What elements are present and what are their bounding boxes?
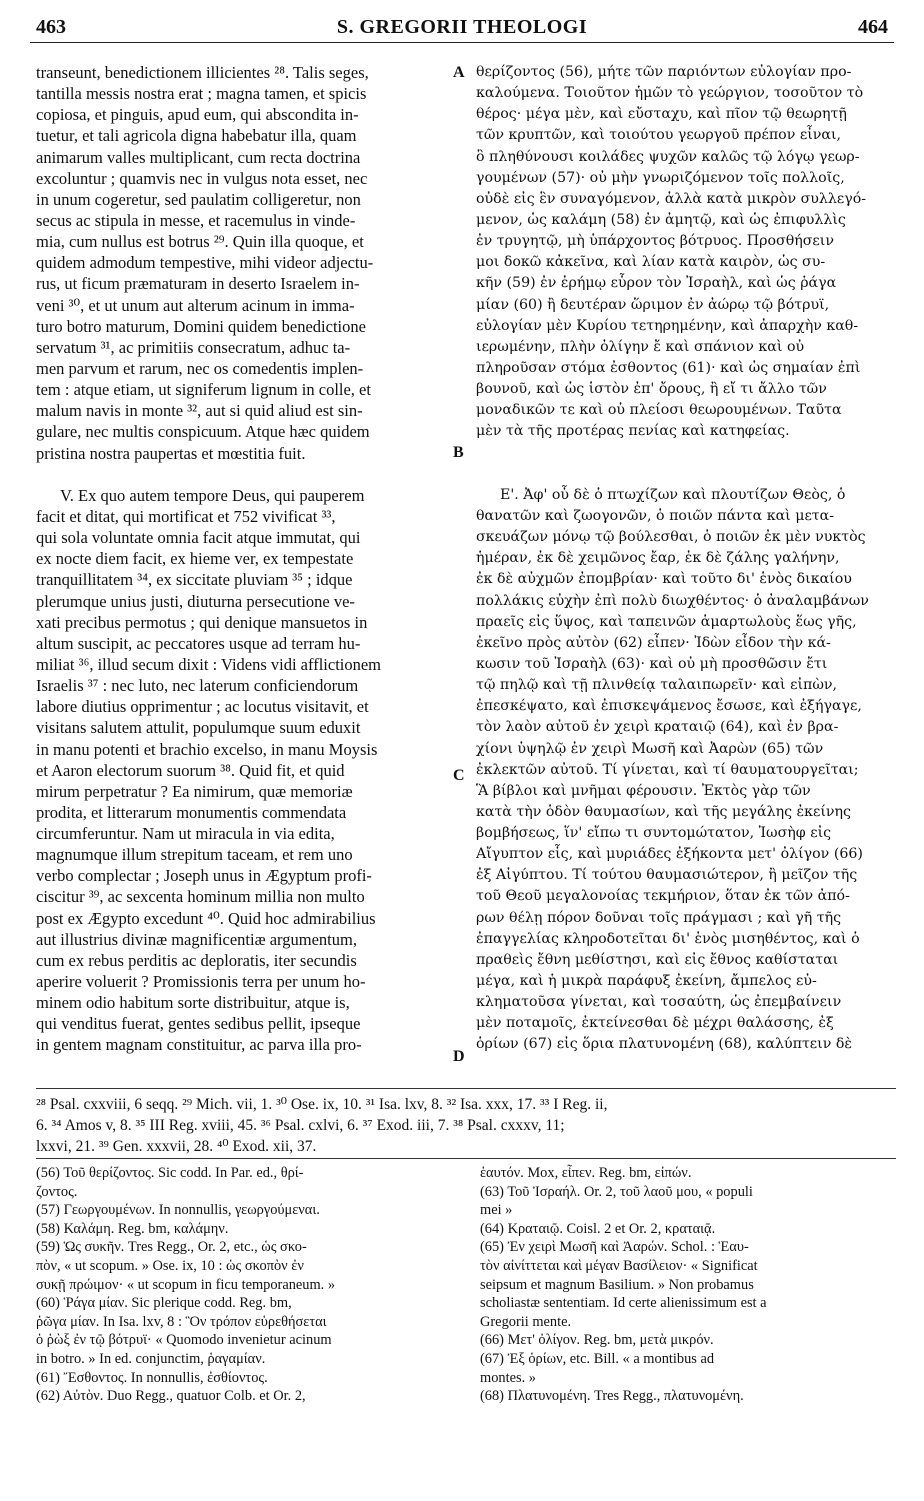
latin-text-line: transeunt, benedictionem illicientes ²⁸. Talis seges, bbox=[36, 63, 369, 82]
latin-text-line: secus ac stipula in messe, et racemulus in vinde- bbox=[36, 210, 356, 230]
critical-note-line: seipsum et magnum Basilium. » Non probamus bbox=[480, 1276, 754, 1293]
greek-text-line: ιερωμένην, πλὴν ὀλίγην ἔ καὶ σπάνιον καὶ οὐ bbox=[476, 338, 805, 355]
critical-note-line: mei » bbox=[480, 1202, 513, 1219]
latin-text-line: malum navis in monte ³², aut si quid aliud est sin- bbox=[36, 401, 363, 421]
latin-text-line: prodita, et litterarum monumentis commendata bbox=[36, 802, 347, 822]
latin-text-line: miliat ³⁶, illud secum dixit : Videns vidi afflictionem bbox=[36, 654, 382, 674]
greek-text-line: ἐκεῖνο πρὸς αὐτὸν (62) εἶπεν· Ἰδὼν εἶδον τὴν κά- bbox=[476, 634, 831, 651]
running-header bbox=[30, 10, 894, 43]
greek-text-line: ὁρίων (67) εἰς ὅρια πλατυνομένη (68), καλύπτειν δὲ bbox=[476, 1036, 853, 1053]
latin-text-line: tuetur, et tali agricola digna habebatur illa, quam bbox=[36, 126, 357, 146]
greek-text-line: Ἃ βίβλοι καὶ μνῆμαι φέρουσιν. Ἐκτὸς γὰρ τῶν bbox=[476, 782, 811, 799]
latin-text-line: circumferuntur. Nam ut miracula in via edita, bbox=[36, 824, 335, 844]
greek-text-line: ἐκλεκτῶν αὐτοῦ. Τί γίνεται, καὶ τί θαυματουργεῖται; bbox=[476, 761, 859, 778]
latin-text-line: mia, cum nullus est botrus ²⁹. Quin illa quoque, et bbox=[36, 232, 364, 252]
latin-text-line: gulare, nec multis conspicuum. Atque hæc quidem bbox=[36, 422, 370, 442]
greek-text-line: εὐλογίαν μὲν Κυρίου τετηρημένην, καὶ ἀπαρχὴν καθ- bbox=[476, 317, 859, 334]
latin-text-line: verbo complectar ; Joseph unus in Ægyptum profi- bbox=[36, 866, 372, 886]
critical-note-line: (61) Ἔσθοντος. In nonnullis, ἐσθίοντος. bbox=[36, 1369, 268, 1386]
greek-text-line: θανατῶν καὶ ζωογονῶν, ὁ ποιῶν πάντα καὶ μετα- bbox=[476, 507, 835, 524]
latin-text-line: labore diutius opprimentur ; ac locutus visitavit, et bbox=[36, 697, 369, 717]
critical-notes-right bbox=[480, 1164, 894, 1406]
latin-text-line: excoluntur ; quamvis nec in vulgus nota esset, nec bbox=[36, 168, 368, 188]
greek-text-line: κωσιν τοῦ Ἰσραὴλ (63)· καὶ οὐ μὴ προσθῶσιν ἔτι bbox=[476, 655, 828, 672]
latin-text-line: facit et ditat, qui mortificat et 752 vivificat ³³, bbox=[36, 506, 336, 526]
greek-text-line: χίονι ὑψηλῷ ἐν χειρὶ Μωσῆ καὶ Ἀαρὼν (65) τῶν bbox=[476, 740, 824, 757]
latin-text-line: in unum cogeretur, sed paulatim colligeretur, non bbox=[36, 189, 361, 209]
latin-text-line: pristina nostra paupertas et mœstitia fuit. bbox=[36, 443, 306, 463]
greek-text-line: πραεῖς εἰς ὕψος, καὶ ταπεινῶν ἁμαρτωλοὺς ἕως γῆς, bbox=[476, 613, 857, 630]
greek-text-line: πολλάκις εὐχὴν ἐπὶ πολὺ διωχθέντος· ὁ ἀναλαμβάνων bbox=[476, 592, 869, 609]
greek-text-line: τοῦ Θεοῦ μεγαλονοίας τεκμήριον, ὅταν ἐκ τῶν ἀπό- bbox=[476, 888, 850, 905]
critical-note-line: (65) Ἐν χειρὶ Μωσῆ καὶ Ἀαρών. Schol. : Ἑαυ- bbox=[480, 1239, 749, 1256]
section-marker-d: D bbox=[453, 1048, 465, 1065]
critical-note-line: montes. » bbox=[480, 1369, 536, 1386]
page-number-right: 464 bbox=[858, 16, 888, 38]
latin-text-line: aut illustrius divinæ magnificentiæ argumentum, bbox=[36, 929, 357, 949]
latin-text-line: tem : atque etiam, ut signiferum lignum in colle, et bbox=[36, 380, 371, 400]
latin-text-line: men parvum et rarum, nec os comedentis implen- bbox=[36, 358, 364, 378]
latin-text-line: V. Ex quo autem tempore Deus, qui pauperem bbox=[60, 485, 365, 505]
critical-note-line: scholiastæ sententiam. Id certe alienissimum est a bbox=[480, 1295, 767, 1312]
greek-text-line: θερίζοντος (56), μήτε τῶν παριόντων εὐλογίαν προ- bbox=[476, 64, 852, 80]
latin-text-line: plerumque unius justi, diuturna persecutione ve- bbox=[36, 591, 355, 611]
page-number-left: 463 bbox=[36, 16, 66, 38]
footnote-divider bbox=[36, 1088, 896, 1089]
critical-note-line: συκῇ πρώιμον· « ut scopum in ficu temporaneum. » bbox=[36, 1276, 336, 1293]
greek-text-line: τὸν λαὸν αὐτοῦ ἐν χειρὶ κραταιῷ (64), καὶ ἐν βρα- bbox=[476, 719, 839, 736]
latin-text-line: qui sola voluntate omnia facit atque immutat, qui bbox=[36, 528, 361, 548]
greek-text-line: σκευάζων μόνῳ τῷ βούλεσθαι, ὁ ποιῶν ἐκ μὲν νυκτὸς bbox=[476, 529, 866, 546]
critical-note-line: (66) Μετ' ὀλίγον. Reg. bm, μετὰ μικρόν. bbox=[480, 1332, 714, 1349]
latin-text-line: et Aaron electorum suorum ³⁸. Quid fit, et quid bbox=[36, 760, 345, 780]
greek-text-line: μοναδικῶν τε καὶ οὐ πλείοσι θεωρουμένων. Ταῦτα bbox=[476, 402, 842, 419]
greek-text-line: ὃ πληθύνουσι κοιλάδες ψυχῶν καλῶς τῷ λόγῳ γεωρ- bbox=[476, 148, 860, 165]
latin-text-line: ciscitur ³⁹, ac sexcenta hominum millia non multo bbox=[36, 887, 365, 907]
scripture-reference-line: 6. ³⁴ Amos v, 8. ³⁵ III Reg. xviii, 45. ³⁶ Psal. cxlvi, 6. ³⁷ Exod. iii, 7. ³⁸ Psal. cxxxv, 11; bbox=[36, 1117, 565, 1134]
greek-text-line: Ε'. Ἀφ' οὗ δὲ ὁ πτωχίζων καὶ πλουτίζων Θεὸς, ὁ bbox=[500, 486, 846, 503]
scripture-reference-line: ²⁸ Psal. cxxviii, 6 seqq. ²⁹ Mich. vii, 1. ³⁰ Ose. ix, 10. ³¹ Isa. lxv, 8. ³² Isa. xxx, 17. ³³ I Reg. ii, bbox=[36, 1096, 608, 1113]
critical-note-line: (59) Ὡς συκῆν. Tres Regg., Or. 2, etc., ὡς σκο- bbox=[36, 1239, 307, 1256]
latin-text-line: magnumque illum strepitum taceam, et rem uno bbox=[36, 845, 353, 865]
greek-text-line: μίαν (60) ἢ δευτέραν ὥριμον ἐν ἀώρῳ τῷ βότρυϊ, bbox=[476, 296, 830, 313]
latin-text-line: rus, ut ficum præmaturam in deserto Israelem in- bbox=[36, 274, 360, 294]
greek-text-line: πραθεὶς ἔθνη μεθίστησι, καὶ εἰς ἔθνος καθίσταται bbox=[476, 951, 839, 968]
notes-divider bbox=[36, 1158, 896, 1159]
critical-note-line: (56) Τοῦ θερίζοντος. Sic codd. In Par. ed., θρί- bbox=[36, 1165, 304, 1181]
latin-text-line: in gentem magnam constituitur, ac parva illa pro- bbox=[36, 1035, 362, 1055]
greek-text-line: γουμένων (57)· οὐ μὴν γνωριζόμενον τοῖς πολλοῖς, bbox=[476, 169, 845, 186]
latin-text-line: tantilla messis nostra erat ; magna tamen, et spicis bbox=[36, 84, 367, 104]
critical-note-line: (67) Ἐξ ὁρίων, etc. Bill. « a montibus ad bbox=[480, 1350, 715, 1367]
critical-note-line: (57) Γεωργουμένων. In nonnullis, γεωργούμεναι. bbox=[36, 1202, 320, 1219]
greek-text-line: οὐδὲ εἰς ἓν συναγόμενον, ἀλλὰ κατὰ μικρὸν συλλεγό- bbox=[476, 190, 867, 207]
greek-text-line: πληροῦσαν στόμα ἐσθοντος (61)· καὶ ὡς σημαίαν ἐπὶ bbox=[476, 359, 861, 376]
critical-note-line: ζοντος. bbox=[36, 1183, 78, 1200]
running-title: S. GREGORII THEOLOGI bbox=[336, 16, 588, 38]
latin-text-line: tranquillitatem ³⁴, ex siccitate pluviam ³⁵ ; idque bbox=[36, 570, 353, 590]
critical-note-line: (63) Τοῦ Ἰσραήλ. Or. 2, τοῦ λαοῦ μου, « populi bbox=[480, 1183, 753, 1200]
latin-text-line: post ex Ægypto excedunt ⁴⁰. Quid hoc admirabilius bbox=[36, 908, 376, 928]
critical-note-line: (60) Ῥάγα μίαν. Sic plerique codd. Reg. bm, bbox=[36, 1295, 292, 1312]
critical-note-line: ὁ ῥὼξ ἐν τῷ βότρυϊ· « Quomodo invenietur acinum bbox=[36, 1332, 332, 1349]
greek-text-line: ρων θέλῃ πόρον δοῦναι τοῖς πράγμασι ; καὶ γῆ τῆς bbox=[476, 909, 842, 926]
greek-text-line: θέρος· μέγα μὲν, καὶ εὔσταχυ, καὶ πῖον τῷ θεωρητῇ bbox=[476, 106, 847, 123]
greek-text-line: κατὰ τὴν ὁδὸν θαυμασίων, καὶ τῆς μεγάλης ἐκείνης bbox=[476, 803, 852, 820]
latin-text-line: quidem admodum tempestive, mihi videor adjectu- bbox=[36, 253, 374, 273]
latin-text-line: Israelis ³⁷ : nec luto, nec laterum conficiendorum bbox=[36, 676, 359, 696]
greek-text-line: τῶν κρυπτῶν, καὶ τοιούτου γεωργοῦ πρέπον εἶναι, bbox=[476, 127, 842, 144]
greek-text-line: καλούμενα. Τοιοῦτον ἡμῶν τὸ γεώργιον, τοσοῦτον τὸ bbox=[476, 85, 864, 102]
latin-text-line: cum ex rebus perditis ac deploratis, iter secundis bbox=[36, 950, 357, 970]
latin-text-line: minem odio habitum sorte distribuitur, atque is, bbox=[36, 993, 350, 1013]
critical-notes-left bbox=[36, 1164, 456, 1406]
scripture-references bbox=[36, 1094, 896, 1157]
greek-text-line: ἐξ Αἰγύπτου. Τί τούτου θαυμασιώτερον, ἢ μεῖζον τῆς bbox=[476, 867, 858, 884]
greek-text-line: τῷ πηλῷ καὶ τῇ πλινθείᾳ ταλαιπωρεῖν· καὶ εἰπὼν, bbox=[476, 677, 838, 694]
latin-text-line: copiosa, et pinguis, apud eum, qui abscondita in- bbox=[36, 105, 359, 125]
greek-text-line bbox=[476, 464, 894, 485]
greek-text-line: ἐπαγγελίας κληροδοτεῖται δι' ἑνὸς μισηθέντος, καὶ ὁ bbox=[476, 930, 860, 947]
greek-text-line: μοι δοκῶ κἀκεῖνα, καὶ λίαν κατὰ καιρὸν, ὡς συ- bbox=[476, 254, 826, 271]
greek-text-line: ἐν τρυγητῷ, μὴ ὑπάρχοντος βότρυος. Προσθήσειν bbox=[476, 233, 834, 250]
greek-text-line: μενον, ὡς καλάμη (58) ἐν ἀμητῷ, καὶ ὡς ἐπιφυλλὶς bbox=[476, 211, 846, 228]
critical-note-line: ἑαυτόν. Mox, εἶπεν. Reg. bm, εἰπών. bbox=[480, 1165, 692, 1181]
critical-note-line: ῥῶγα μίαν. In Isa. lxv, 8 : Ὃν τρόπον εὑρεθήσεται bbox=[36, 1313, 327, 1330]
latin-text-line: animarum valles multiplicant, cum recta doctrina bbox=[36, 147, 361, 167]
greek-text-line: ἡμέραν, ἐκ δὲ χειμῶνος ἔαρ, ἐκ δὲ ζάλης γαλήνην, bbox=[476, 550, 840, 567]
critical-note-line: πὸν, « ut scopum. » Ose. ix, 10 : ὡς σκοπὸν ἐν bbox=[36, 1257, 304, 1274]
latin-text-line: veni ³⁰, et ut unum aut alterum acinum in imma- bbox=[36, 295, 355, 315]
section-marker-a: A bbox=[453, 64, 465, 81]
greek-text-line: βουνοῦ, καὶ ὡς ἱστὸν ἐπ' ὄρους, ἢ εἴ τι ἄλλο τῶν bbox=[476, 381, 827, 398]
greek-text-line: κῆν (59) ἐν ἐρήμῳ εὗρον τὸν Ἰσραὴλ, καὶ ὡς ῥάγα bbox=[476, 275, 837, 292]
greek-text-line: μὲν ποταμοῖς, ἐκτείνεσθαι δὲ μέχρι θαλάσσης, ἐξ bbox=[476, 1015, 834, 1032]
section-marker-b: B bbox=[453, 444, 464, 461]
critical-note-line: τὸν αἰνίττεται καὶ μέγαν Βασίλειον· « Significat bbox=[480, 1257, 758, 1274]
section-marker-c: C bbox=[453, 767, 465, 784]
latin-text-line: ex nocte diem facit, ex hieme ver, ex tempestate bbox=[36, 549, 354, 569]
greek-text-line: ἐκ δὲ αὐχμῶν ἐπομβρίαν· καὶ τοῦτο δι' ἑνὸς δικαίου bbox=[476, 571, 852, 588]
critical-note-line: (58) Καλάμη. Reg. bm, καλάμην. bbox=[36, 1220, 229, 1237]
greek-text-line: βομβήσεως, ἵν' εἴπω τι συντομώτατον, Ἰωσὴφ εἰς bbox=[476, 825, 832, 842]
latin-text-line: servatum ³¹, ac primitiis consecratum, adhuc ta- bbox=[36, 337, 351, 357]
critical-note-line: (62) Αὐτὸν. Duo Regg., quatuor Colb. et Or. 2, bbox=[36, 1388, 306, 1405]
latin-text-line: qui venditus fuerat, gentes sedibus pellit, ipseque bbox=[36, 1014, 361, 1034]
latin-text-line: aperire voluerit ? Promissionis terra per unum ho- bbox=[36, 972, 366, 992]
greek-text-line: μέγα, καὶ ἡ μικρὰ παράφυξ ἐκείνη, ἄμπελος εὐ- bbox=[476, 973, 817, 990]
latin-column bbox=[36, 62, 450, 1056]
critical-note-line: in botro. » In ed. conjunctim, ῥαγαμίαν. bbox=[36, 1350, 266, 1367]
latin-text-line: altum suscipit, ac peccatores usque ad terram hu- bbox=[36, 633, 361, 653]
greek-text-line bbox=[476, 443, 894, 464]
greek-text-line: Αἴγυπτον εἷς, καὶ μυριάδες ἐξήκοντα μετ' ὀλίγον (66) bbox=[476, 846, 863, 863]
scripture-reference-line: lxxvi, 21. ³⁹ Gen. xxxvii, 28. ⁴⁰ Exod. xii, 37. bbox=[36, 1138, 317, 1155]
critical-note-line: (68) Πλατυνομένη. Tres Regg., πλατυνομένη. bbox=[480, 1388, 744, 1405]
latin-text-line: visitans salutem attulit, populumque suum eduxit bbox=[36, 718, 361, 738]
latin-text-line: turo botro maturum, Domini quidem benedictione bbox=[36, 316, 366, 336]
greek-text-line: κληματοῦσα γίνεται, καὶ τοσαύτη, ὡς ἐπεμβαίνειν bbox=[476, 994, 842, 1011]
latin-text-line: in manu potenti et brachio excelso, in manu Moysis bbox=[36, 739, 378, 759]
greek-text-line: μὲν τὰ τῆς προτέρας πενίας καὶ κατηφείας. bbox=[476, 423, 790, 440]
critical-note-line: (64) Κραταιῷ. Coisl. 2 et Or. 2, κραταιᾷ. bbox=[480, 1220, 716, 1237]
latin-text-line: mirum perpetratur ? Ea nimirum, quæ memoriæ bbox=[36, 781, 353, 801]
greek-text-line: ἐπεσκέψατο, καὶ ἐπισκεψάμενος ἔσωσε, καὶ ἐξήγαγε, bbox=[476, 698, 862, 715]
critical-note-line: Gregorii mente. bbox=[480, 1313, 572, 1330]
latin-text-line: xati precibus permotus ; qui denique mansuetos in bbox=[36, 612, 368, 632]
greek-column bbox=[476, 62, 894, 1056]
latin-text-line bbox=[36, 464, 450, 485]
